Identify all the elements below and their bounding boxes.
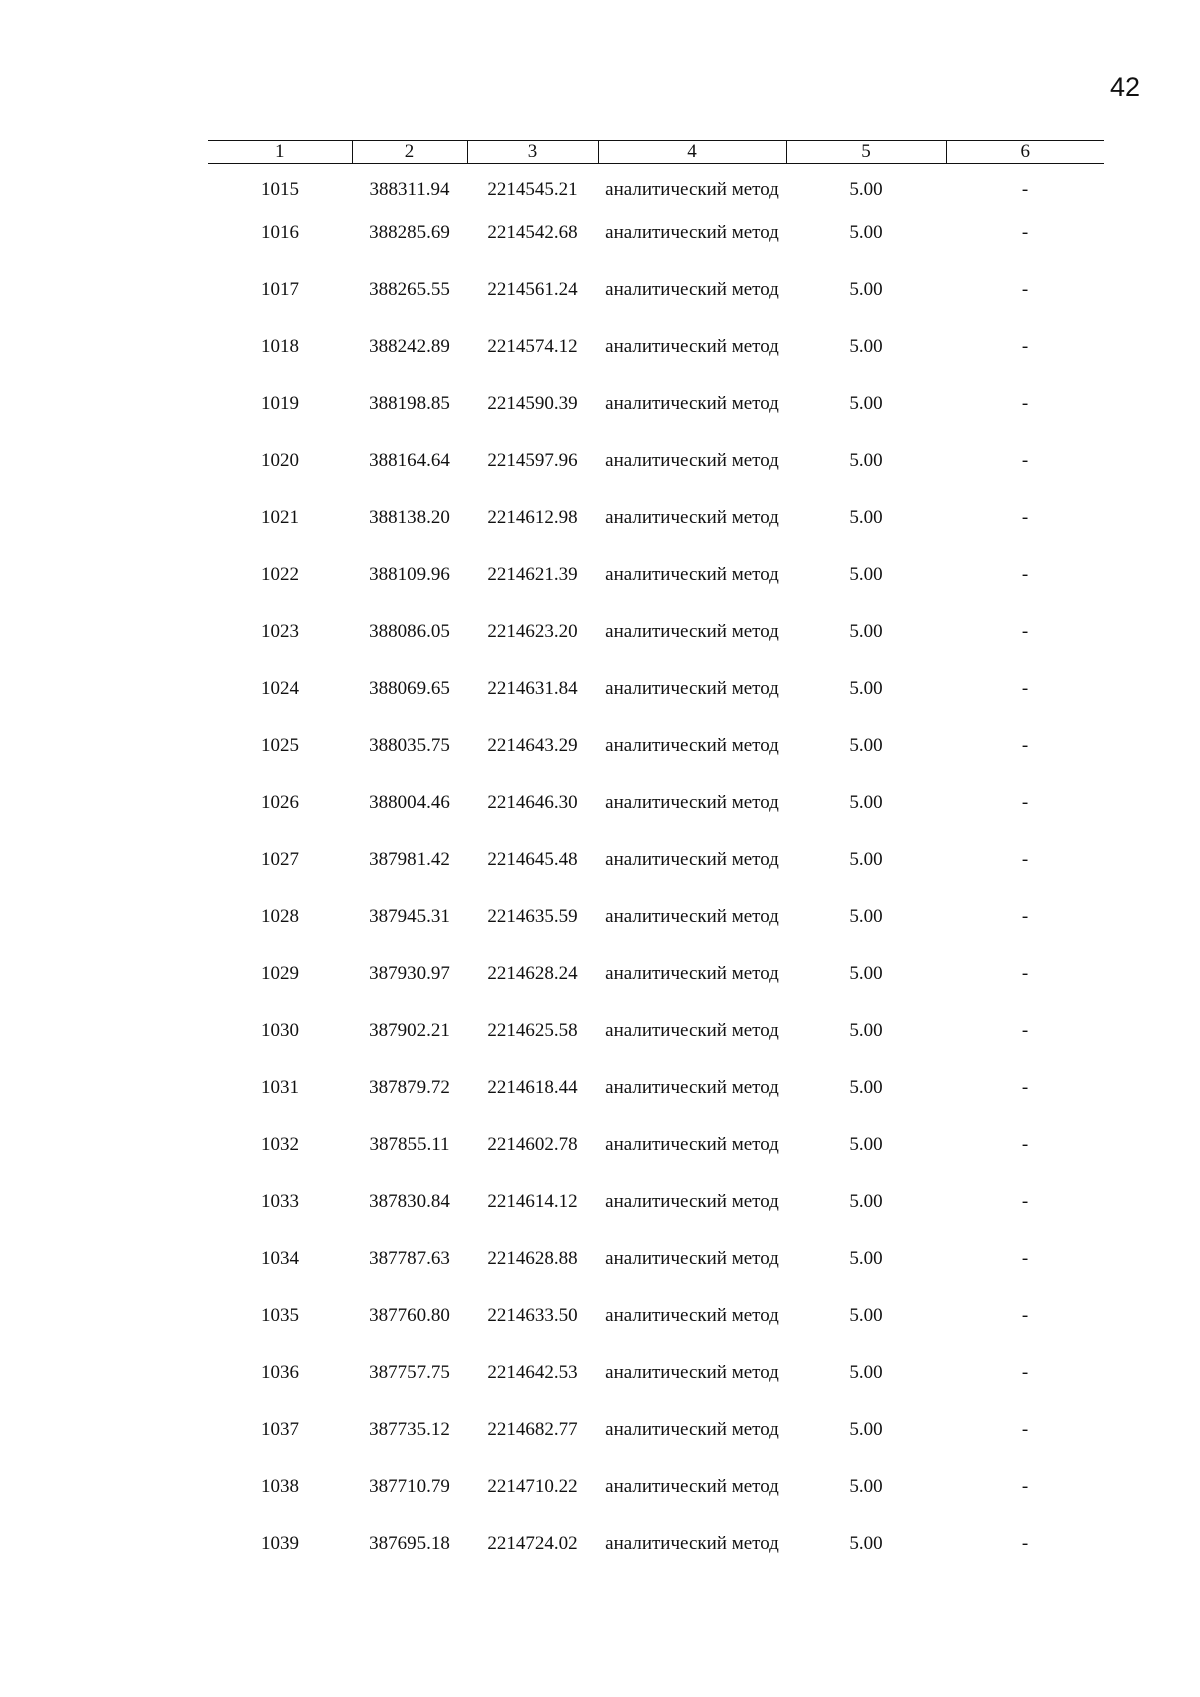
cell-y-coordinate: 2214542.68 bbox=[487, 222, 578, 243]
cell-note: - bbox=[1021, 1077, 1029, 1098]
cell-accuracy: 5.00 bbox=[849, 1305, 883, 1326]
cell-y-coordinate: 2214561.24 bbox=[487, 279, 578, 300]
column-header-1: 1 bbox=[208, 141, 352, 164]
cell-x-coordinate: 387879.72 bbox=[369, 1077, 450, 1098]
table-header bbox=[208, 141, 1104, 164]
cell-point-id: 1027 bbox=[261, 849, 299, 870]
coordinates-table bbox=[208, 140, 1104, 1589]
cell-y-coordinate: 2214625.58 bbox=[487, 1020, 578, 1041]
cell-method: аналитический метод bbox=[605, 179, 779, 200]
cell-note: - bbox=[1021, 222, 1029, 243]
cell-note: - bbox=[1021, 621, 1029, 642]
table-row bbox=[208, 1019, 1104, 1076]
cell-accuracy: 5.00 bbox=[849, 222, 883, 243]
cell-y-coordinate: 2214643.29 bbox=[487, 735, 578, 756]
column-header-2: 2 bbox=[352, 141, 467, 164]
cell-method: аналитический метод bbox=[605, 1419, 779, 1440]
cell-note: - bbox=[1021, 792, 1029, 813]
table-row bbox=[208, 1361, 1104, 1418]
cell-y-coordinate: 2214628.24 bbox=[487, 963, 578, 984]
cell-y-coordinate: 2214710.22 bbox=[487, 1476, 578, 1497]
cell-y-coordinate: 2214628.88 bbox=[487, 1248, 578, 1269]
cell-point-id: 1038 bbox=[261, 1476, 299, 1497]
table-body bbox=[208, 164, 1104, 1590]
cell-method: аналитический метод bbox=[605, 735, 779, 756]
cell-point-id: 1021 bbox=[261, 507, 299, 528]
cell-method: аналитический метод bbox=[605, 222, 779, 243]
cell-y-coordinate: 2214574.12 bbox=[487, 336, 578, 357]
cell-accuracy: 5.00 bbox=[849, 1362, 883, 1383]
table-row bbox=[208, 1418, 1104, 1475]
cell-point-id: 1031 bbox=[261, 1077, 299, 1098]
cell-note: - bbox=[1021, 1533, 1029, 1554]
cell-method: аналитический метод bbox=[605, 678, 779, 699]
cell-point-id: 1023 bbox=[261, 621, 299, 642]
cell-point-id: 1033 bbox=[261, 1191, 299, 1212]
column-header-6: 6 bbox=[946, 141, 1104, 164]
cell-y-coordinate: 2214614.12 bbox=[487, 1191, 578, 1212]
cell-note: - bbox=[1021, 1476, 1029, 1497]
cell-x-coordinate: 388311.94 bbox=[369, 179, 450, 200]
cell-point-id: 1025 bbox=[261, 735, 299, 756]
cell-note: - bbox=[1021, 1020, 1029, 1041]
cell-accuracy: 5.00 bbox=[849, 393, 883, 414]
cell-y-coordinate: 2214623.20 bbox=[487, 621, 578, 642]
cell-method: аналитический метод bbox=[605, 450, 779, 471]
cell-method: аналитический метод bbox=[605, 963, 779, 984]
cell-accuracy: 5.00 bbox=[849, 792, 883, 813]
cell-note: - bbox=[1021, 735, 1029, 756]
cell-method: аналитический метод bbox=[605, 1305, 779, 1326]
cell-y-coordinate: 2214612.98 bbox=[487, 507, 578, 528]
cell-note: - bbox=[1021, 1362, 1029, 1383]
cell-note: - bbox=[1021, 179, 1029, 200]
cell-note: - bbox=[1021, 564, 1029, 585]
page-number: 42 bbox=[1109, 72, 1140, 102]
cell-accuracy: 5.00 bbox=[849, 1077, 883, 1098]
cell-accuracy: 5.00 bbox=[849, 1020, 883, 1041]
header-row bbox=[208, 141, 1104, 164]
table-row bbox=[208, 1304, 1104, 1361]
cell-accuracy: 5.00 bbox=[849, 963, 883, 984]
cell-x-coordinate: 387757.75 bbox=[369, 1362, 450, 1383]
table-row bbox=[208, 962, 1104, 1019]
cell-x-coordinate: 387787.63 bbox=[369, 1248, 450, 1269]
cell-y-coordinate: 2214545.21 bbox=[487, 179, 578, 200]
cell-x-coordinate: 387710.79 bbox=[369, 1476, 450, 1497]
cell-y-coordinate: 2214645.48 bbox=[487, 849, 578, 870]
cell-point-id: 1039 bbox=[261, 1533, 299, 1554]
table-row bbox=[208, 905, 1104, 962]
table-row bbox=[208, 1475, 1104, 1532]
cell-y-coordinate: 2214621.39 bbox=[487, 564, 578, 585]
cell-point-id: 1022 bbox=[261, 564, 299, 585]
cell-method: аналитический метод bbox=[605, 1191, 779, 1212]
cell-accuracy: 5.00 bbox=[849, 1533, 883, 1554]
column-header-5: 5 bbox=[786, 141, 946, 164]
cell-point-id: 1018 bbox=[261, 336, 299, 357]
cell-x-coordinate: 388109.96 bbox=[369, 564, 450, 585]
cell-method: аналитический метод bbox=[605, 1533, 779, 1554]
table-row bbox=[208, 506, 1104, 563]
cell-point-id: 1034 bbox=[261, 1248, 299, 1269]
table-row bbox=[208, 1247, 1104, 1304]
cell-y-coordinate: 2214635.59 bbox=[487, 906, 578, 927]
cell-note: - bbox=[1021, 450, 1029, 471]
cell-point-id: 1032 bbox=[261, 1134, 299, 1155]
cell-method: аналитический метод bbox=[605, 792, 779, 813]
cell-x-coordinate: 387930.97 bbox=[369, 963, 450, 984]
table-row bbox=[208, 1190, 1104, 1247]
cell-accuracy: 5.00 bbox=[849, 507, 883, 528]
cell-method: аналитический метод bbox=[605, 1077, 779, 1098]
cell-y-coordinate: 2214590.39 bbox=[487, 393, 578, 414]
cell-note: - bbox=[1021, 678, 1029, 699]
cell-accuracy: 5.00 bbox=[849, 621, 883, 642]
cell-y-coordinate: 2214682.77 bbox=[487, 1419, 578, 1440]
table-row bbox=[208, 335, 1104, 392]
cell-x-coordinate: 387855.11 bbox=[369, 1134, 450, 1155]
cell-y-coordinate: 2214602.78 bbox=[487, 1134, 578, 1155]
cell-point-id: 1019 bbox=[261, 393, 299, 414]
cell-x-coordinate: 388086.05 bbox=[369, 621, 450, 642]
cell-y-coordinate: 2214642.53 bbox=[487, 1362, 578, 1383]
cell-accuracy: 5.00 bbox=[849, 678, 883, 699]
cell-note: - bbox=[1021, 1191, 1029, 1212]
cell-x-coordinate: 388242.89 bbox=[369, 336, 450, 357]
cell-accuracy: 5.00 bbox=[849, 1248, 883, 1269]
cell-x-coordinate: 388069.65 bbox=[369, 678, 450, 699]
cell-method: аналитический метод bbox=[605, 507, 779, 528]
table-row bbox=[208, 449, 1104, 506]
cell-note: - bbox=[1021, 1305, 1029, 1326]
cell-note: - bbox=[1021, 1134, 1029, 1155]
cell-point-id: 1015 bbox=[261, 179, 299, 200]
cell-accuracy: 5.00 bbox=[849, 849, 883, 870]
cell-accuracy: 5.00 bbox=[849, 1476, 883, 1497]
cell-accuracy: 5.00 bbox=[849, 279, 883, 300]
table-row bbox=[208, 563, 1104, 620]
cell-note: - bbox=[1021, 336, 1029, 357]
cell-note: - bbox=[1021, 906, 1029, 927]
cell-accuracy: 5.00 bbox=[849, 906, 883, 927]
cell-note: - bbox=[1021, 393, 1029, 414]
cell-x-coordinate: 388198.85 bbox=[369, 393, 450, 414]
table-row bbox=[208, 620, 1104, 677]
cell-point-id: 1028 bbox=[261, 906, 299, 927]
cell-x-coordinate: 387945.31 bbox=[369, 906, 450, 927]
cell-method: аналитический метод bbox=[605, 393, 779, 414]
cell-x-coordinate: 387830.84 bbox=[369, 1191, 450, 1212]
column-header-4: 4 bbox=[598, 141, 786, 164]
cell-accuracy: 5.00 bbox=[849, 336, 883, 357]
cell-accuracy: 5.00 bbox=[849, 1419, 883, 1440]
cell-method: аналитический метод bbox=[605, 1362, 779, 1383]
cell-note: - bbox=[1021, 507, 1029, 528]
cell-method: аналитический метод bbox=[605, 906, 779, 927]
cell-x-coordinate: 387695.18 bbox=[369, 1533, 450, 1554]
table-row bbox=[208, 1133, 1104, 1190]
column-header-3: 3 bbox=[467, 141, 598, 164]
cell-accuracy: 5.00 bbox=[849, 1191, 883, 1212]
cell-y-coordinate: 2214724.02 bbox=[487, 1533, 578, 1554]
cell-point-id: 1024 bbox=[261, 678, 299, 699]
cell-x-coordinate: 388004.46 bbox=[369, 792, 450, 813]
cell-note: - bbox=[1021, 849, 1029, 870]
cell-note: - bbox=[1021, 963, 1029, 984]
table-row bbox=[208, 221, 1104, 278]
cell-point-id: 1036 bbox=[261, 1362, 299, 1383]
cell-accuracy: 5.00 bbox=[849, 735, 883, 756]
cell-method: аналитический метод bbox=[605, 1476, 779, 1497]
cell-x-coordinate: 387735.12 bbox=[369, 1419, 450, 1440]
cell-point-id: 1016 bbox=[261, 222, 299, 243]
cell-note: - bbox=[1021, 1248, 1029, 1269]
cell-x-coordinate: 388265.55 bbox=[369, 279, 450, 300]
cell-x-coordinate: 387981.42 bbox=[369, 849, 450, 870]
cell-y-coordinate: 2214597.96 bbox=[487, 450, 578, 471]
table-row bbox=[208, 734, 1104, 791]
cell-method: аналитический метод bbox=[605, 336, 779, 357]
cell-point-id: 1037 bbox=[261, 1419, 299, 1440]
cell-accuracy: 5.00 bbox=[849, 564, 883, 585]
cell-accuracy: 5.00 bbox=[849, 1134, 883, 1155]
cell-point-id: 1035 bbox=[261, 1305, 299, 1326]
cell-method: аналитический метод bbox=[605, 849, 779, 870]
cell-method: аналитический метод bbox=[605, 1020, 779, 1041]
cell-point-id: 1017 bbox=[261, 279, 299, 300]
cell-x-coordinate: 387760.80 bbox=[369, 1305, 450, 1326]
table-row bbox=[208, 278, 1104, 335]
table-row bbox=[208, 1076, 1104, 1133]
cell-point-id: 1026 bbox=[261, 792, 299, 813]
cell-y-coordinate: 2214646.30 bbox=[487, 792, 578, 813]
cell-note: - bbox=[1021, 1419, 1029, 1440]
cell-x-coordinate: 387902.21 bbox=[369, 1020, 450, 1041]
cell-point-id: 1029 bbox=[261, 963, 299, 984]
cell-method: аналитический метод bbox=[605, 1134, 779, 1155]
table-row bbox=[208, 848, 1104, 905]
cell-y-coordinate: 2214631.84 bbox=[487, 678, 578, 699]
cell-x-coordinate: 388285.69 bbox=[369, 222, 450, 243]
cell-y-coordinate: 2214618.44 bbox=[487, 1077, 578, 1098]
cell-point-id: 1020 bbox=[261, 450, 299, 471]
cell-x-coordinate: 388138.20 bbox=[369, 507, 450, 528]
cell-method: аналитический метод bbox=[605, 621, 779, 642]
cell-method: аналитический метод bbox=[605, 279, 779, 300]
cell-y-coordinate: 2214633.50 bbox=[487, 1305, 578, 1326]
cell-method: аналитический метод bbox=[605, 564, 779, 585]
cell-note: - bbox=[1021, 279, 1029, 300]
table-row bbox=[208, 1532, 1104, 1589]
table-row bbox=[208, 164, 1104, 222]
table-row bbox=[208, 392, 1104, 449]
table-row bbox=[208, 791, 1104, 848]
table-row bbox=[208, 677, 1104, 734]
cell-x-coordinate: 388035.75 bbox=[369, 735, 450, 756]
cell-x-coordinate: 388164.64 bbox=[369, 450, 450, 471]
cell-point-id: 1030 bbox=[261, 1020, 299, 1041]
cell-accuracy: 5.00 bbox=[849, 450, 883, 471]
cell-accuracy: 5.00 bbox=[849, 179, 883, 200]
cell-method: аналитический метод bbox=[605, 1248, 779, 1269]
